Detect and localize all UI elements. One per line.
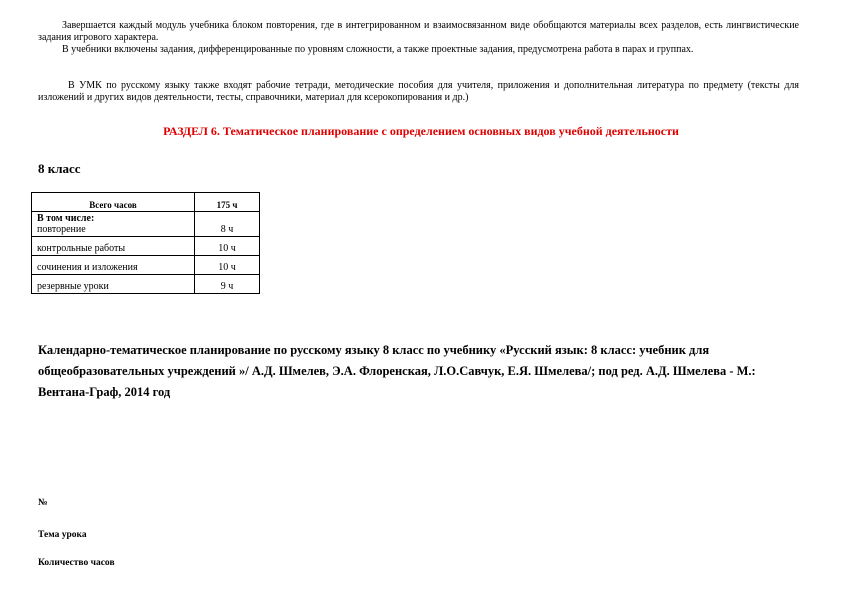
table-row bbox=[32, 212, 260, 237]
total-hours-value: 175 ч bbox=[195, 193, 260, 212]
table-row bbox=[32, 193, 260, 212]
row-value: 10 ч bbox=[195, 237, 260, 256]
included-label: В том числе: bbox=[37, 213, 95, 224]
topic-column-label: Тема урока bbox=[38, 530, 87, 540]
table-row bbox=[32, 237, 260, 256]
row-label: повторение bbox=[37, 224, 86, 235]
grade-heading: 8 класс bbox=[38, 161, 81, 176]
row-value: 9 ч bbox=[195, 275, 260, 294]
table-row bbox=[32, 275, 260, 294]
paragraph-umk: В УМК по русскому языку также входят рабочие тетради, методические пособия для учителя, приложения и дополнительная литература по предмету (тексты для изложений и других видов деятельности, тесты, справочники, материал для ксерокопирования и др.) bbox=[38, 80, 799, 103]
row-value: 8 ч bbox=[195, 212, 260, 237]
section-title: РАЗДЕЛ 6. Тематическое планирование с определением основных видов учебной деятельности bbox=[163, 124, 679, 138]
row-value: 10 ч bbox=[195, 256, 260, 275]
calendar-plan-title: Календарно-тематическое планирование по русскому языку 8 класс по учебнику «Русский язык: 8 класс: учебник для общеобразовательных учреждений »/ А.Д. Шмелев, Э.А. Флоренская, Л.О.Савчук, Е.Я. Шмелева/; под ред. А.Д. Шмелева - М.: Вентана-Граф, 2014 год bbox=[38, 343, 756, 399]
hours-column-label: Количество часов bbox=[38, 558, 115, 568]
paragraph-modules: Завершается каждый модуль учебника блоком повторения, где в интегрированном и взаимосвязанном виде обобщаются материалы всех разделов, есть лингвистические задания игрового характера. bbox=[38, 20, 799, 43]
row-label: контрольные работы bbox=[32, 237, 195, 256]
total-hours-label: Всего часов bbox=[32, 193, 195, 212]
row-label: резервные уроки bbox=[32, 275, 195, 294]
hours-table bbox=[31, 192, 260, 294]
number-column-label: № bbox=[38, 498, 48, 508]
row-label: сочинения и изложения bbox=[32, 256, 195, 275]
table-row bbox=[32, 256, 260, 275]
paragraph-tasks: В учебники включены задания, дифференцированные по уровням сложности, а также проектные задания, предусмотрена работа в парах и группах. bbox=[62, 44, 694, 55]
table-cell bbox=[32, 212, 195, 237]
